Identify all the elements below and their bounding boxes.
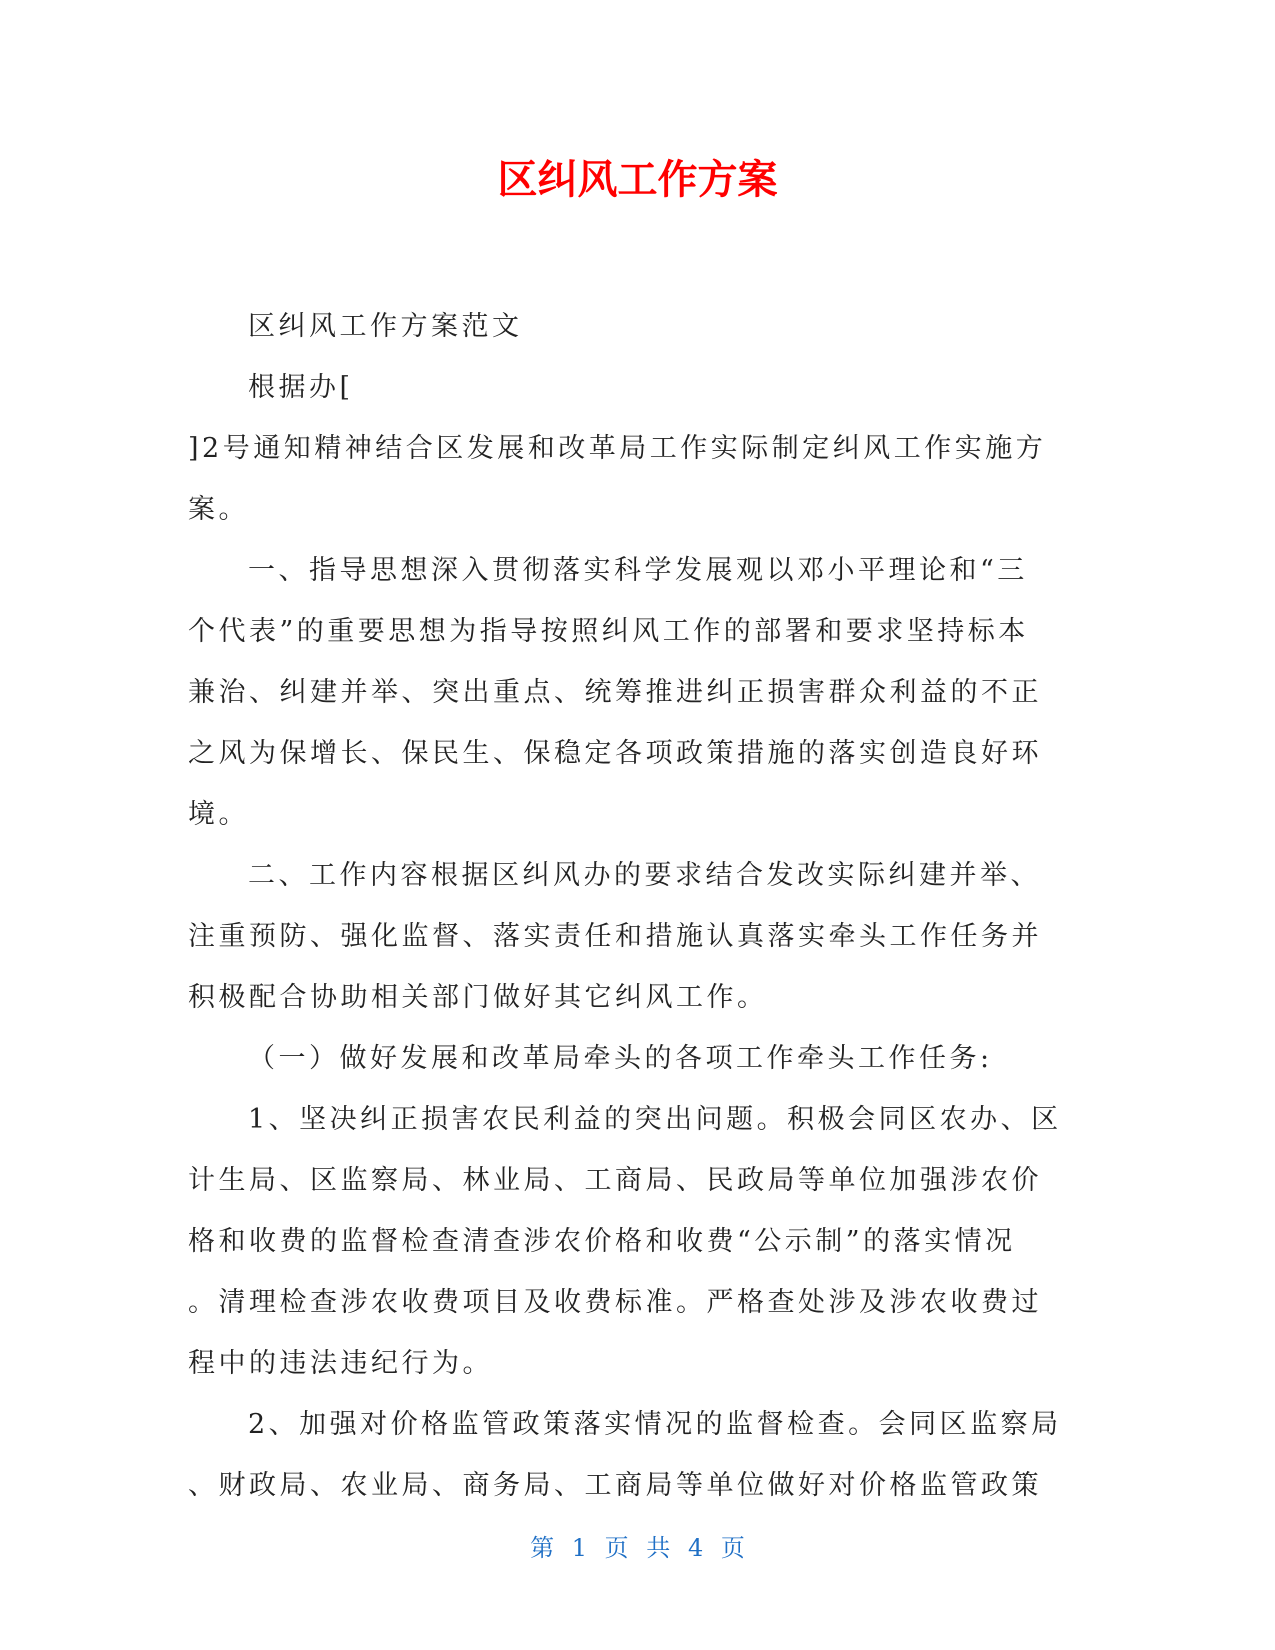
text-line: 案。 <box>188 494 249 525</box>
document-title: 区纠风工作方案 <box>497 157 778 203</box>
text-line: 注重预防、强化监督、落实责任和措施认真落实牵头工作任务并 <box>188 921 1042 952</box>
text-line: 之风为保增长、保民生、保稳定各项政策措施的落实创造良好环 <box>188 738 1042 769</box>
document-body <box>188 296 1088 1516</box>
text-line: 2、加强对价格监管政策落实情况的监督检查。会同区监察局 <box>248 1409 1062 1440</box>
text-line: 积极配合协助相关部门做好其它纠风工作。 <box>188 982 768 1013</box>
page-footer: 第 1 页 共 4 页 <box>530 1534 745 1562</box>
text-line: 程中的违法违纪行为。 <box>188 1348 493 1379</box>
text-line: 根据办[ <box>248 372 354 403</box>
text-line: 1、坚决纠正损害农民利益的突出问题。积极会同区农办、区 <box>248 1104 1062 1135</box>
text-line: 、财政局、农业局、商务局、工商局等单位做好对价格监管政策 <box>188 1470 1042 1501</box>
text-line: 一、指导思想深入贯彻落实科学发展观以邓小平理论和“三 <box>248 555 1028 586</box>
text-line: 格和收费的监督检查清查涉农价格和收费“公示制”的落实情况 <box>188 1226 1016 1257</box>
text-line: 兼治、纠建并举、突出重点、统筹推进纠正损害群众利益的不正 <box>188 677 1042 708</box>
text-line: （一）做好发展和改革局牵头的各项工作牵头工作任务: <box>248 1043 993 1074</box>
text-line: ]2号通知精神结合区发展和改革局工作实际制定纠风工作实施方 <box>188 433 1047 464</box>
text-line: 区纠风工作方案范文 <box>248 311 523 342</box>
text-line: 个代表”的重要思想为指导按照纠风工作的部署和要求坚持标本 <box>188 616 1029 647</box>
text-line: 计生局、区监察局、林业局、工商局、民政局等单位加强涉农价 <box>188 1165 1042 1196</box>
text-line: 。清理检查涉农收费项目及收费标准。严格查处涉及涉农收费过 <box>188 1287 1042 1318</box>
text-line: 二、工作内容根据区纠风办的要求结合发改实际纠建并举、 <box>248 860 1041 891</box>
text-line: 境。 <box>188 799 249 830</box>
